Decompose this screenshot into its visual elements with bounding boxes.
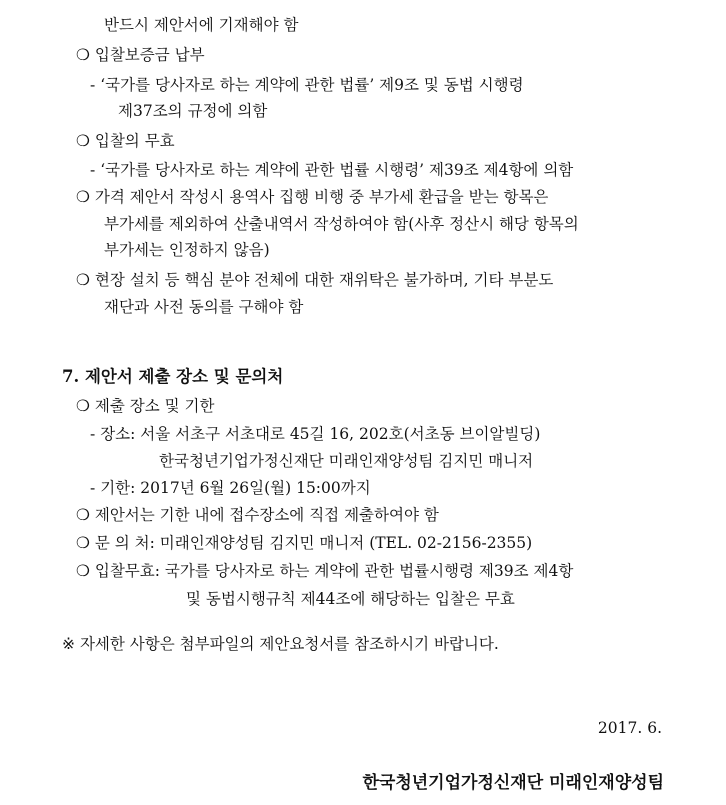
- bullet-bid-invalid-ref: [76, 561, 573, 581]
- bullet-circle-icon: ❍: [76, 271, 90, 289]
- dash-marker: -: [90, 479, 96, 497]
- sub-item-text: ‘국가를 당사자로 하는 계약에 관한 법률’ 제9조 및 동법 시행령: [100, 76, 524, 94]
- item-text: 제안서는 기한 내에 접수장소에 직접 제출하여야 함: [94, 506, 439, 524]
- item-text: 가격 제안서 작성시 용역사 집행 비행 중 부가세 환급을 받는 항목은: [94, 188, 549, 206]
- bullet-submission: [76, 505, 439, 525]
- sub-item-place-cont: 한국청년기업가정신재단 미래인재양성팀 김지민 매니저: [159, 452, 534, 470]
- dash-marker: -: [90, 425, 96, 443]
- reference-mark-icon: ※: [62, 635, 75, 653]
- sub-item-law-ref: [90, 75, 524, 95]
- bullet-vat-cont-1: 부가세를 제외하여 산출내역서 작성하여야 함(사후 정산시 해당 항목의: [104, 215, 579, 233]
- item-text: 문 의 처: 미래인재양성팀 김지민 매니저 (TEL. 02-2156-2355): [94, 534, 533, 552]
- bullet-bid-invalid-ref-cont: 및 동법시행규칙 제44조에 해당하는 입찰은 무효: [186, 590, 515, 608]
- item-text: 입찰보증금 납부: [94, 46, 205, 64]
- bullet-circle-icon: ❍: [76, 562, 90, 580]
- bullet-circle-icon: ❍: [76, 506, 90, 524]
- sub-item-deadline: [90, 478, 371, 498]
- bullet-vat-cont-2: 부가세는 인정하지 않음): [104, 241, 270, 259]
- bullet-bid-bond: [76, 45, 205, 65]
- sub-item-place: [90, 424, 540, 444]
- document-date: 2017. 6.: [597, 719, 662, 737]
- bullet-circle-icon: ❍: [76, 188, 90, 206]
- dash-marker: -: [90, 161, 96, 179]
- sub-item-text: 기한: 2017년 6월 26일(월) 15:00까지: [100, 479, 371, 497]
- section-heading: 7. 제안서 제출 장소 및 문의처: [62, 367, 284, 386]
- bullet-circle-icon: ❍: [76, 46, 90, 64]
- bullet-contact: [76, 533, 532, 553]
- bullet-circle-icon: ❍: [76, 132, 90, 150]
- sub-item-text: 장소: 서울 서초구 서초대로 45길 16, 202호(서초동 브이알빌딩): [100, 425, 541, 443]
- item-text: 현장 설치 등 핵심 분야 전체에 대한 재위탁은 불가하며, 기타 부분도: [94, 271, 554, 289]
- item-text: 제출 장소 및 기한: [94, 397, 215, 415]
- item-text: 입찰무효: 국가를 당사자로 하는 계약에 관한 법률시행령 제39조 제4항: [94, 562, 574, 580]
- bullet-circle-icon: ❍: [76, 534, 90, 552]
- item-text: 입찰의 무효: [94, 132, 175, 150]
- bullet-vat: [76, 187, 548, 207]
- bullet-reconsignment: [76, 270, 553, 290]
- sub-item-decree-ref: [90, 160, 573, 180]
- reference-note: [62, 634, 499, 654]
- organization-name: 한국청년기업가정신재단 미래인재양성팀: [362, 773, 664, 793]
- dash-marker: -: [90, 76, 96, 94]
- bullet-bid-invalid: [76, 131, 175, 151]
- sub-item-text: ‘국가를 당사자로 하는 계약에 관한 법률 시행령’ 제39조 제4항에 의함: [100, 161, 574, 179]
- note-text: 자세한 사항은 첨부파일의 제안요청서를 참조하시기 바랍니다.: [79, 635, 499, 653]
- bullet-place-deadline: [76, 396, 214, 416]
- sub-item-law-ref-cont: 제37조의 규정에 의함: [118, 102, 268, 120]
- bullet-reconsignment-cont: 재단과 사전 동의를 구해야 함: [104, 298, 304, 316]
- continued-line: 반드시 제안서에 기재해야 함: [104, 16, 299, 34]
- bullet-circle-icon: ❍: [76, 397, 90, 415]
